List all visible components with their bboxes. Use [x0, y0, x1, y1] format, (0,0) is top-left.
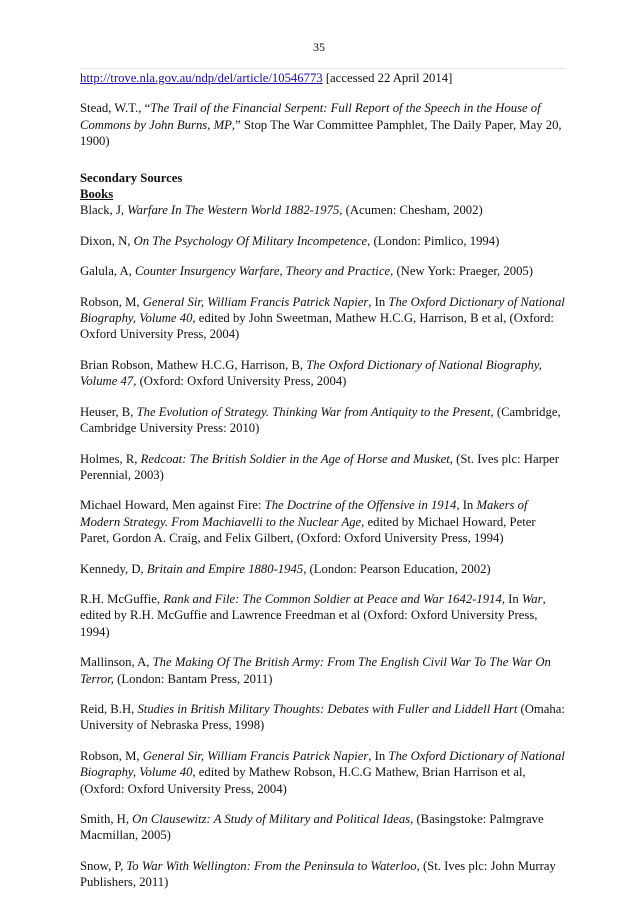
entry-title: The Evolution of Strategy. Thinking War from Antiquity to the Present,	[136, 404, 494, 419]
book-entry	[80, 654, 566, 687]
entry-text: Kennedy, D,	[80, 561, 147, 576]
entry-title: Britain and Empire 1880-1945	[146, 561, 304, 576]
entry-text: (Acumen: Chesham, 2002)	[342, 203, 483, 218]
book-entry	[80, 294, 566, 343]
entry-text: Michael Howard, Men against Fire:	[80, 498, 265, 513]
entry-text: Robson, M,	[80, 748, 143, 763]
entry-text: Brian Robson, Mathew H.C.G, Harrison, B,	[80, 357, 307, 372]
book-entry	[80, 404, 566, 437]
section-heading: Secondary Sources	[80, 170, 183, 185]
book-entry	[80, 748, 566, 797]
access-date-note: [accessed 22 April 2014]	[322, 71, 453, 85]
entry-title: War	[521, 591, 543, 606]
entry-text: edited by Mathew Robson, H.C.G Mathew, Brian Harrison et al, (Oxford: Oxford University Press, 2004)	[80, 765, 526, 796]
entry-text: (Cambridge, Cambridge University Press: 2010)	[80, 404, 561, 436]
entry-title: The Doctrine of the Offensive in 1914	[264, 498, 457, 513]
entry-text: Smith, H,	[80, 812, 133, 826]
entry-title: Rank and File: The Common Soldier at Peace and War 1642-1914	[163, 591, 502, 606]
book-entry	[80, 858, 566, 891]
page-number: 35	[313, 40, 325, 54]
entry-text: , edited by R.H. McGuffie and Lawrence Freedman et al (Oxford: Oxford University Press, 1994)	[80, 591, 546, 639]
book-entry	[80, 497, 566, 546]
entry-text: Mallinson, A,	[80, 655, 153, 670]
entry-text: Dixon, N,	[80, 233, 134, 248]
book-entry	[80, 233, 566, 249]
entry-title: Warfare In The Western World 1882-1975,	[127, 203, 343, 218]
entry-text: Snow, P,	[80, 858, 127, 873]
entry-title: Makers of Modern Strategy. From Machiavelli to the Nuclear Age,	[80, 498, 528, 529]
book-entry	[80, 811, 566, 844]
books-list	[80, 202, 566, 890]
book-entry	[80, 701, 566, 734]
header-divider	[80, 68, 566, 69]
entry-title: General Sir, William Francis Patrick Napier	[142, 748, 369, 763]
subsection-heading: Books	[80, 187, 114, 202]
entry-text: , In	[368, 294, 389, 309]
book-entry	[80, 202, 566, 218]
entry-author: Stead, W.T., “	[80, 101, 151, 116]
trove-article-link[interactable]: http://trove.nla.gov.au/ndp/del/article/10546773	[80, 71, 323, 85]
entry-text: , In	[456, 498, 477, 513]
entry-text: , (Basingstoke: Palmgrave Macmillan, 2005)	[80, 812, 544, 843]
entry-text: Heuser, B,	[80, 404, 137, 419]
entry-title: On The Psychology Of Military Incompetence	[133, 233, 368, 248]
entry-title: The Oxford Dictionary of National Biography, Volume 47,	[80, 357, 542, 389]
entry-text: , In	[368, 748, 389, 763]
entry-text: edited by Michael Howard, Peter Paret, Gordon A. Craig, and Felix Gilbert, (Oxford: Oxford University Press, 1994)	[80, 514, 536, 546]
entry-text: Reid, B.H,	[80, 701, 138, 716]
entry-text: edited by John Sweetman, Mathew H.C.G, Harrison, B et al, (Oxford: Oxford University Press, 2004)	[80, 311, 554, 342]
book-entry	[80, 561, 566, 577]
primary-source-entry	[80, 70, 566, 86]
entry-text: (Oxford: Oxford University Press, 2004)	[136, 374, 347, 389]
entry-text: (Omaha: University of Nebraska Press, 1998)	[80, 701, 565, 733]
entry-text: , (St. Ives plc: Harper Perennial, 2003)	[80, 451, 560, 482]
entry-title: The Oxford Dictionary of National Biography, Volume 40,	[80, 748, 565, 780]
entry-publication: ,” Stop The War Committee Pamphlet, The Daily Paper, May 20, 1900)	[80, 117, 562, 149]
entry-text: Black, J,	[80, 203, 128, 218]
entry-title: The Trail of the Financial Serpent: Full Report of the Speech in the House of Commons by John Burns, MP	[80, 101, 541, 132]
entry-title: Redcoat: The British Soldier in the Age of Horse and Musket	[140, 451, 450, 466]
entry-text: , (London: Pimlico, 1994)	[367, 233, 500, 248]
primary-source-entry	[80, 100, 566, 149]
bibliography-content	[80, 68, 566, 905]
entry-text: Robson, M,	[80, 294, 143, 309]
entry-text: Galula, A,	[80, 264, 135, 279]
book-entry	[80, 591, 566, 640]
entry-text: , In	[501, 591, 522, 606]
entry-text: R.H. McGuffie,	[80, 591, 164, 606]
book-entry	[80, 357, 566, 390]
entry-text: (London: Bantam Press, 2011)	[113, 671, 273, 686]
entry-title: To War With Wellington: From the Peninsula to Waterloo,	[126, 858, 420, 873]
entry-text: Holmes, R,	[80, 451, 141, 466]
entry-text: (New York: Praeger, 2005)	[393, 264, 533, 279]
entry-title: General Sir, William Francis Patrick Napier	[142, 294, 369, 309]
entry-title: On Clausewitz: A Study of Military and Political Ideas	[132, 812, 411, 826]
entry-title: The Making Of The British Army: From The English Civil War To The War On Terror,	[80, 655, 551, 686]
book-entry	[80, 451, 566, 484]
entry-title: Counter Insurgency Warfare, Theory and Practice,	[134, 264, 394, 279]
entry-title: Studies in British Military Thoughts: Debates with Fuller and Liddell Hart	[137, 701, 518, 716]
book-entry	[80, 263, 566, 279]
entry-text: , (London: Pearson Education, 2002)	[303, 561, 491, 576]
entry-text: (St. Ives plc: John Murray Publishers, 2011)	[80, 858, 556, 890]
entry-title: The Oxford Dictionary of National Biography, Volume 40,	[80, 294, 565, 326]
